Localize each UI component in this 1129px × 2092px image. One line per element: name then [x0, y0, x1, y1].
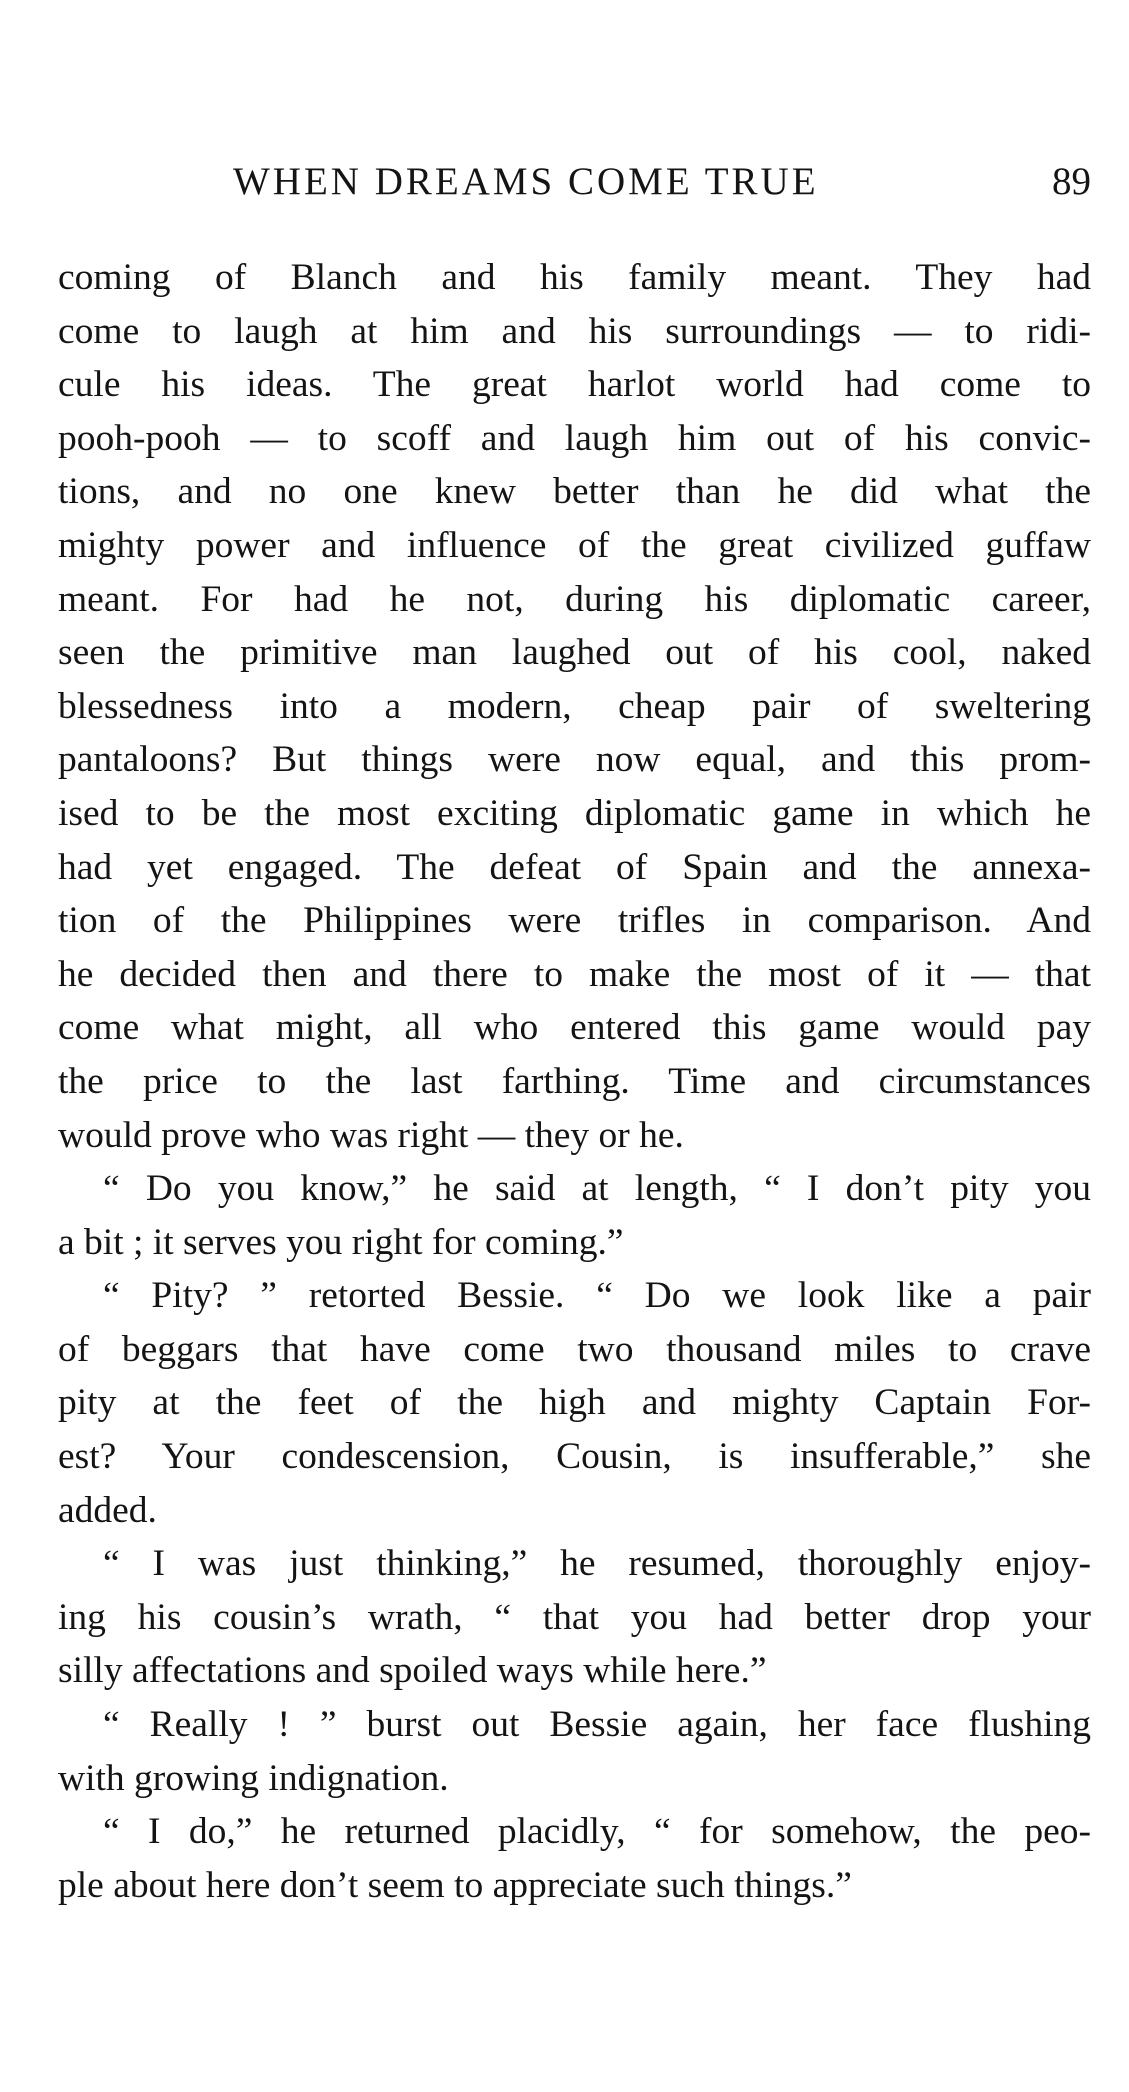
text-line: come to laugh at him and his surroundings — to ridi-	[58, 310, 1091, 352]
text-line: est? Your condescension, Cousin, is insufferable,” she	[58, 1436, 1091, 1478]
text-line: seen the primitive man laughed out of his cool, naked	[58, 632, 1091, 674]
running-title: WHEN DREAMS COME TRUE	[233, 160, 819, 203]
text-line: ised to be the most exciting diplomatic game in which he	[58, 792, 1091, 834]
text-line: ing his cousin’s wrath, “ that you had better drop your	[58, 1596, 1091, 1638]
text-line: added.	[58, 1489, 157, 1531]
text-line: coming of Blanch and his family meant. They had	[58, 257, 1091, 298]
text-line: cule his ideas. The great harlot world had come to	[58, 364, 1091, 406]
text-line: meant. For had he not, during his diplomatic career,	[58, 578, 1091, 620]
body-text	[58, 251, 1091, 1912]
text-line: “ I was just thinking,” he resumed, thoroughly enjoy-	[103, 1543, 1091, 1585]
text-line: he decided then and there to make the most of it — that	[58, 953, 1091, 995]
text-line: ple about here don’t seem to appreciate such things.”	[58, 1864, 852, 1906]
page-number: 89	[1052, 160, 1091, 203]
text-line: “ Really ! ” burst out Bessie again, her face flushing	[103, 1704, 1091, 1746]
text-line: “ Pity? ” retorted Bessie. “ Do we look like a pair	[103, 1275, 1091, 1317]
text-line: would prove who was right — they or he.	[58, 1114, 684, 1156]
running-head	[58, 152, 1091, 212]
text-line: come what might, all who entered this game would pay	[58, 1007, 1091, 1049]
text-line: the price to the last farthing. Time and circumstances	[58, 1060, 1091, 1102]
text-line: pantaloons? But things were now equal, and this prom-	[58, 739, 1091, 781]
text-line: blessedness into a modern, cheap pair of sweltering	[58, 685, 1091, 727]
text-line: “ Do you know,” he said at length, “ I don’t pity you	[103, 1168, 1091, 1210]
text-line: a bit ; it serves you right for coming.”	[58, 1221, 624, 1263]
text-line: tions, and no one knew better than he did what the	[58, 471, 1091, 513]
text-line: with growing indignation.	[58, 1757, 449, 1799]
text-line: had yet engaged. The defeat of Spain and the annexa-	[58, 846, 1091, 888]
text-line: of beggars that have come two thousand miles to crave	[58, 1328, 1091, 1370]
text-line: pity at the feet of the high and mighty Captain For-	[58, 1382, 1091, 1424]
text-line: “ I do,” he returned placidly, “ for somehow, the peo-	[103, 1811, 1091, 1853]
text-line: pooh-pooh — to scoff and laugh him out of his convic-	[58, 417, 1091, 459]
text-line: tion of the Philippines were trifles in comparison. And	[58, 900, 1091, 942]
text-line: mighty power and influence of the great civilized guffaw	[58, 524, 1091, 566]
text-line: silly affectations and spoiled ways while here.”	[58, 1650, 767, 1692]
